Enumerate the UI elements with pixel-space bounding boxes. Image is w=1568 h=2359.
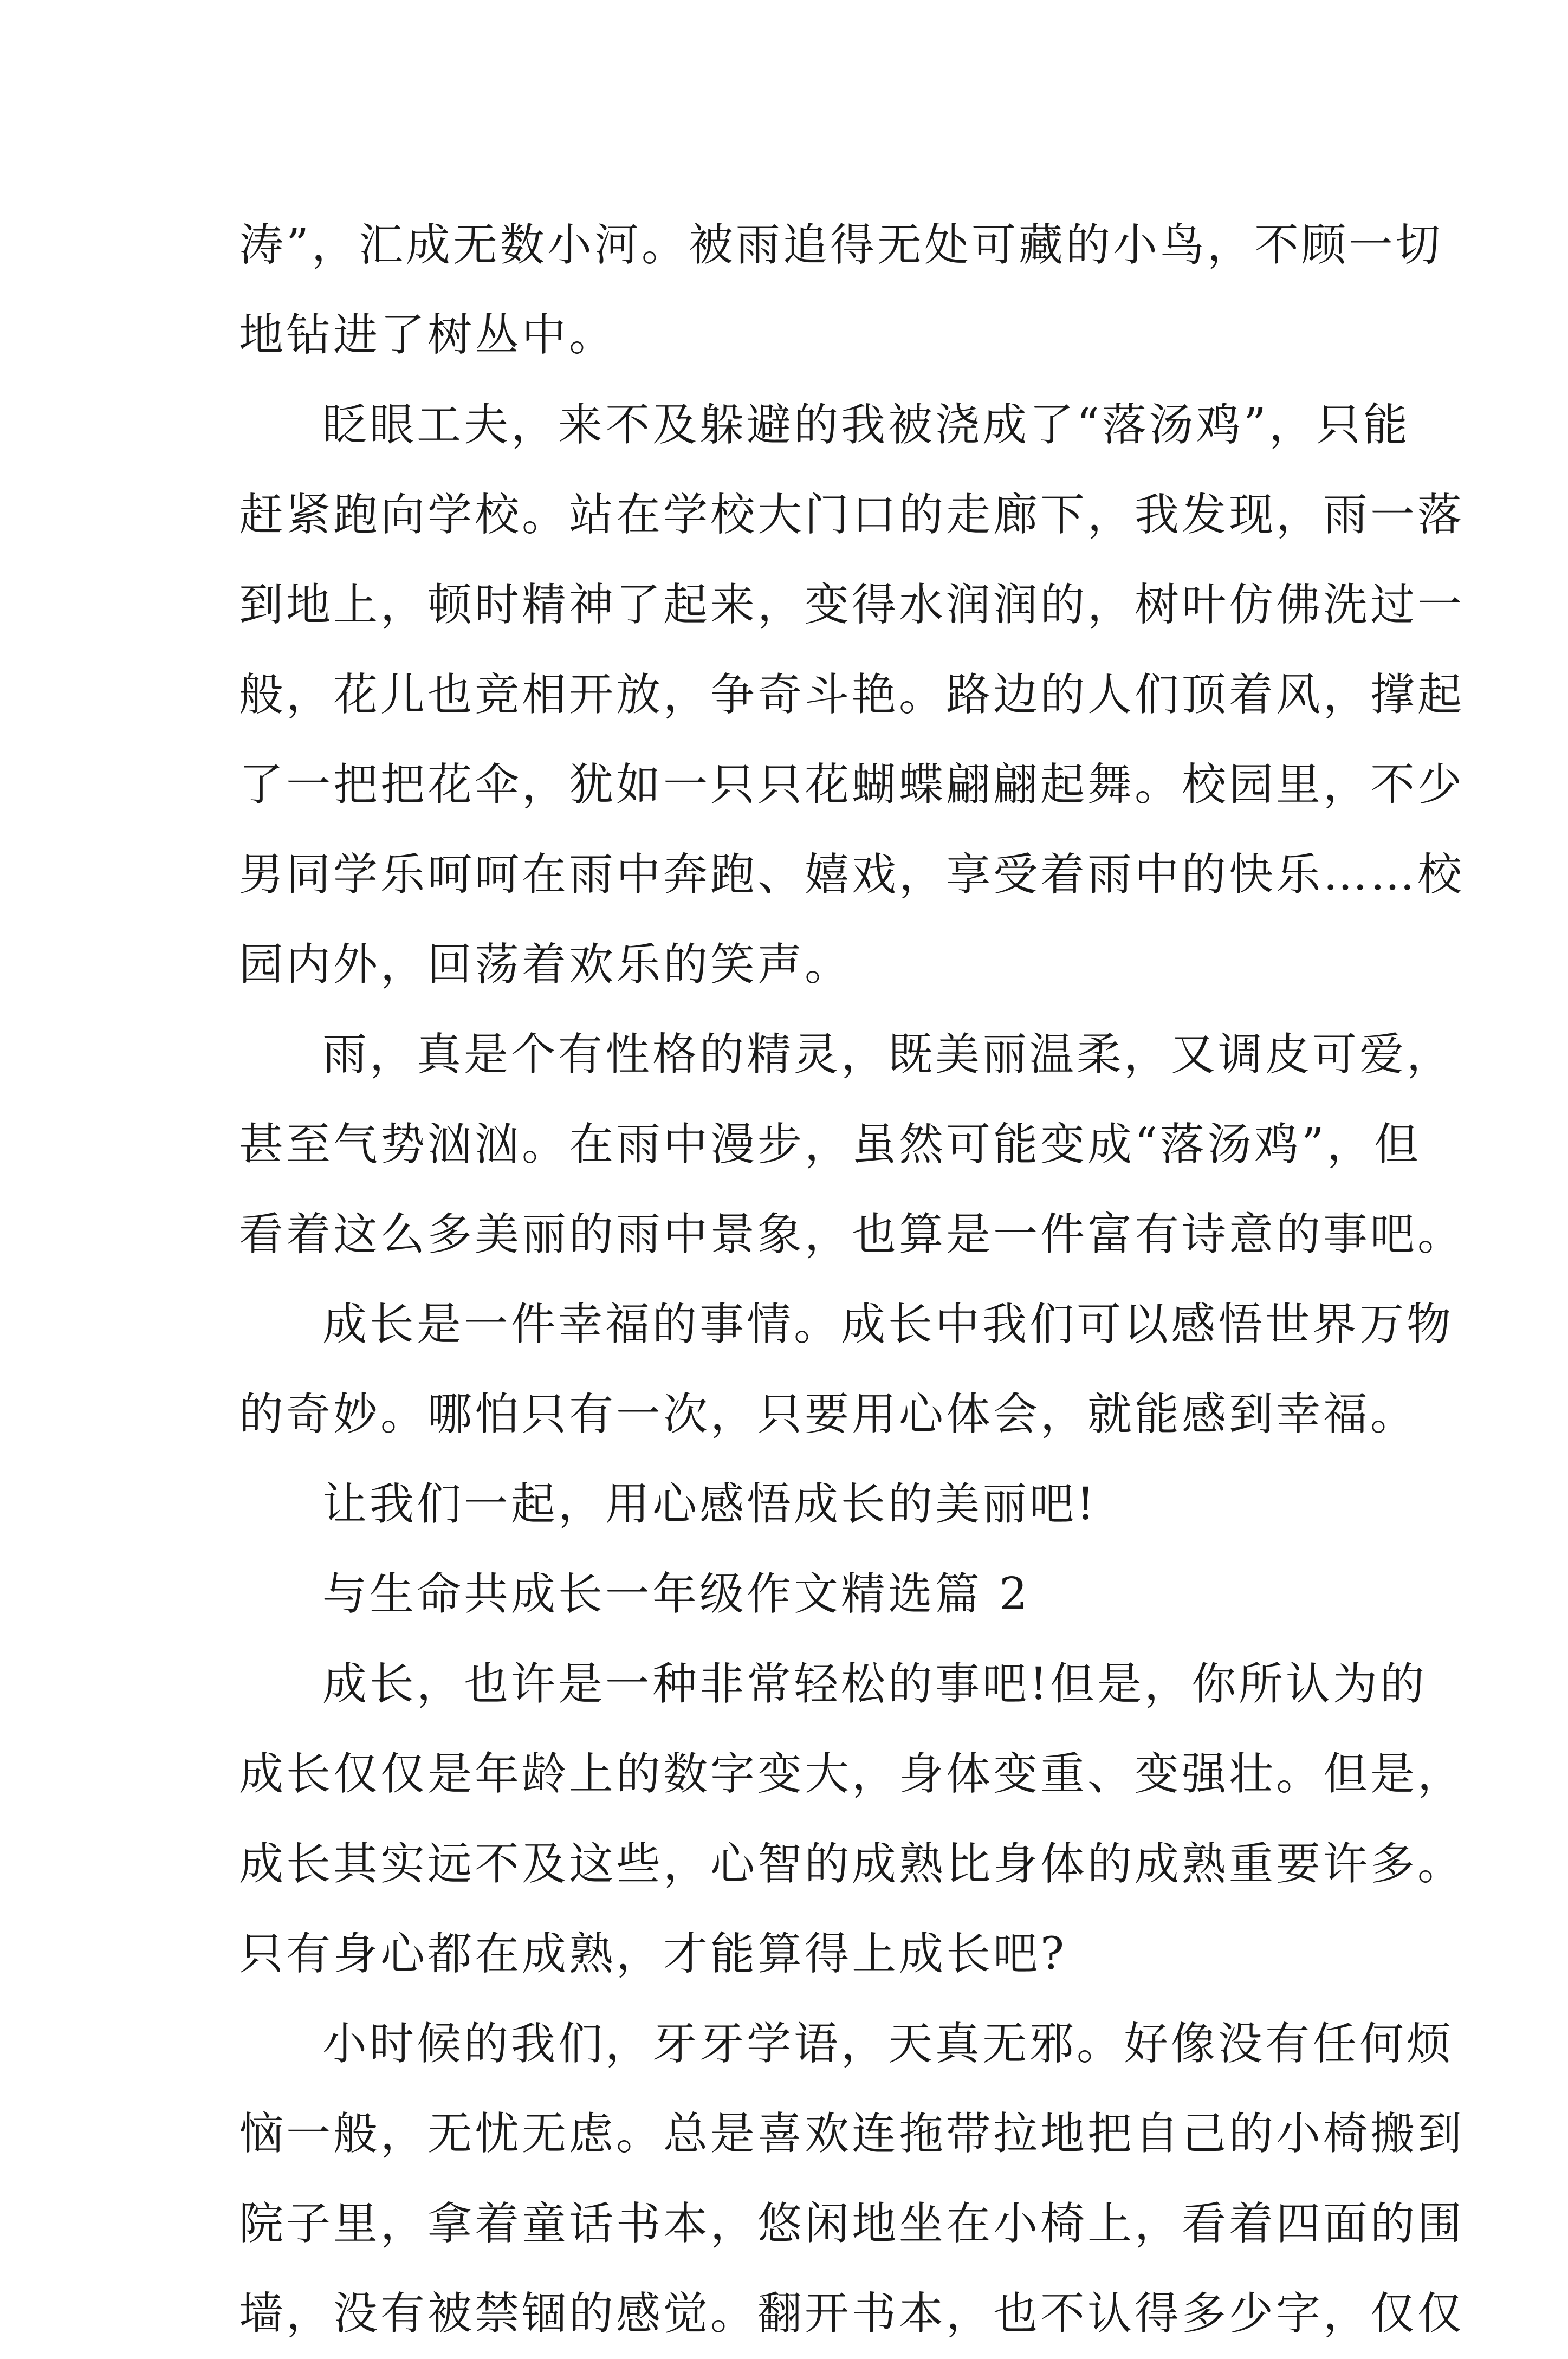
text-line: 赶紧跑向学校。站在学校大门口的走廊下，我发现，雨一落	[239, 489, 1465, 541]
text-line: 看着这么多美丽的雨中景象，也算是一件富有诗意的事吧。	[239, 1209, 1465, 1260]
text-line: 园内外，回荡着欢乐的笑声。	[239, 939, 852, 990]
text-line: 只有身心都在成熟，才能算得上成长吧?	[239, 1928, 1067, 1980]
text-line: 了一把把花伞，犹如一只只花蝴蝶翩翩起舞。校园里，不少	[239, 759, 1465, 811]
text-line: 的奇妙。哪怕只有一次，只要用心体会，就能感到幸福。	[239, 1389, 1418, 1440]
paragraph-start-line: 眨眼工夫，来不及躲避的我被浇成了“落汤鸡”，只能	[322, 399, 1410, 451]
section-heading: 与生命共成长一年级作文精选篇 2	[322, 1569, 1031, 1620]
paragraph-start-line: 小时候的我们，牙牙学语，天真无邪。好像没有任何烦	[322, 2018, 1454, 2070]
text-line: 甚至气势汹汹。在雨中漫步，虽然可能变成“落汤鸡”，但	[239, 1119, 1421, 1170]
text-line: 院子里，拿着童话书本，悠闲地坐在小椅上，看着四面的围	[239, 2198, 1465, 2250]
text-line: 男同学乐呵呵在雨中奔跑、嬉戏，享受着雨中的快乐……校	[239, 849, 1465, 900]
text-line: 般，花儿也竞相开放，争奇斗艳。路边的人们顶着风，撑起	[239, 669, 1465, 721]
text-line: 涛”，汇成无数小河。被雨追得无处可藏的小鸟，不顾一切	[239, 219, 1443, 271]
paragraph-start-line: 雨，真是个有性格的精灵，既美丽温柔，又调皮可爱，	[322, 1029, 1454, 1080]
text-line: 恼一般，无忧无虑。总是喜欢连拖带拉地把自己的小椅搬到	[239, 2108, 1465, 2160]
body-text	[239, 200, 1465, 2359]
paragraph-start-line: 让我们一起，用心感悟成长的美丽吧!	[322, 1479, 1097, 1530]
text-line: 成长仅仅是年龄上的数字变大，身体变重、变强壮。但是，	[239, 1748, 1465, 1800]
paragraph-start-line: 成长是一件幸福的事情。成长中我们可以感悟世界万物	[322, 1299, 1454, 1350]
text-line: 到地上，顿时精神了起来，变得水润润的，树叶仿佛洗过一	[239, 579, 1465, 631]
text-line: 成长其实远不及这些，心智的成熟比身体的成熟重要许多。	[239, 1838, 1465, 1890]
text-line: 地钻进了树丛中。	[239, 309, 617, 361]
paragraph-start-line: 成长，也许是一种非常轻松的事吧!但是，你所认为的	[322, 1658, 1427, 1710]
text-line: 墙，没有被禁锢的感觉。翻开书本，也不认得多少字，仅仅	[239, 2288, 1465, 2339]
